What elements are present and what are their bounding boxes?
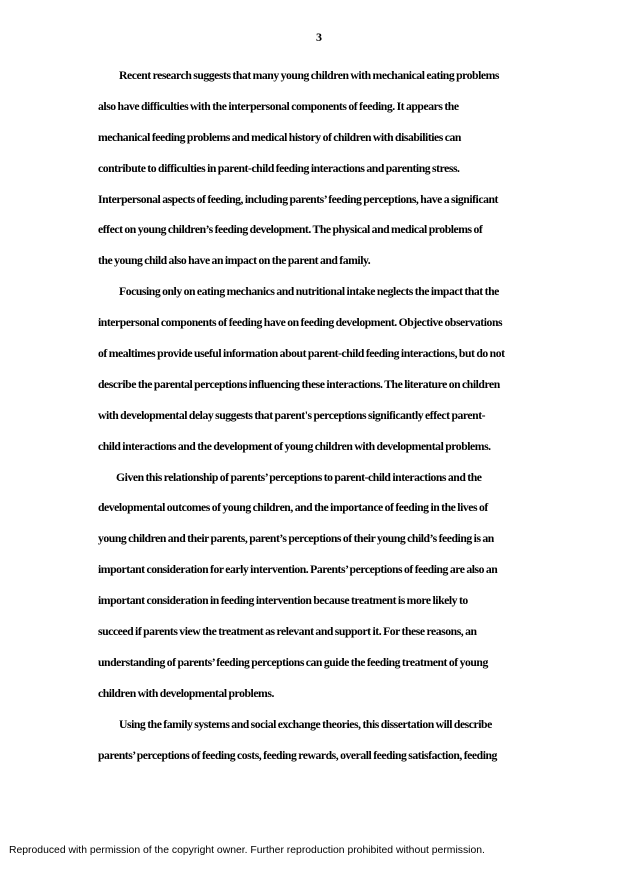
text-line: of mealtimes provide useful information about parent-child feeding interactions, but do not xyxy=(98,347,505,361)
copyright-footer: Reproduced with permission of the copyright owner. Further reproduction prohibited without permission. xyxy=(9,845,485,856)
text-line: the young child also have an impact on the parent and family. xyxy=(98,254,371,268)
text-line: contribute to difficulties in parent-child feeding interactions and parenting stress. xyxy=(98,161,460,175)
text-line: important consideration for early intervention. Parents’ perceptions of feeding are also an xyxy=(98,563,498,577)
text-line: Interpersonal aspects of feeding, including parents’ feeding perceptions, have a significant xyxy=(98,192,498,206)
text-line: describe the parental perceptions influencing these interactions. The literature on children xyxy=(98,377,500,391)
text-line: mechanical feeding problems and medical history of children with disabilities can xyxy=(98,130,461,144)
text-line: child interactions and the development of young children with developmental problems. xyxy=(98,439,491,453)
text-line: understanding of parents’ feeding perceptions can guide the feeding treatment of young xyxy=(98,655,488,669)
text-line: also have difficulties with the interpersonal components of feeding. It appears the xyxy=(98,99,459,113)
text-line: with developmental delay suggests that parent's perceptions significantly effect parent- xyxy=(98,408,486,422)
text-line: young children and their parents, parent’s perceptions of their young child’s feeding is an xyxy=(98,532,494,546)
text-line: Focusing only on eating mechanics and nutritional intake neglects the impact that the xyxy=(119,285,499,299)
text-line: effect on young children’s feeding development. The physical and medical problems of xyxy=(98,223,483,237)
text-line: parents’ perceptions of feeding costs, feeding rewards, overall feeding satisfaction, feeding xyxy=(98,748,497,762)
text-line: Recent research suggests that many young children with mechanical eating problems xyxy=(119,69,500,82)
text-line: succeed if parents view the treatment as relevant and support it. For these reasons, an xyxy=(98,625,477,639)
text-line: Given this relationship of parents’ perceptions to parent-child interactions and the xyxy=(116,470,482,484)
text-line: children with developmental problems. xyxy=(98,686,274,700)
body-text xyxy=(98,61,578,771)
text-line: important consideration in feeding intervention because treatment is more likely to xyxy=(98,594,468,608)
text-line: interpersonal components of feeding have on feeding development. Objective observations xyxy=(98,316,503,330)
text-line: Using the family systems and social exchange theories, this dissertation will describe xyxy=(119,717,492,731)
page-number: 3 xyxy=(316,30,322,44)
text-line: developmental outcomes of young children, and the importance of feeding in the lives of xyxy=(98,501,488,515)
